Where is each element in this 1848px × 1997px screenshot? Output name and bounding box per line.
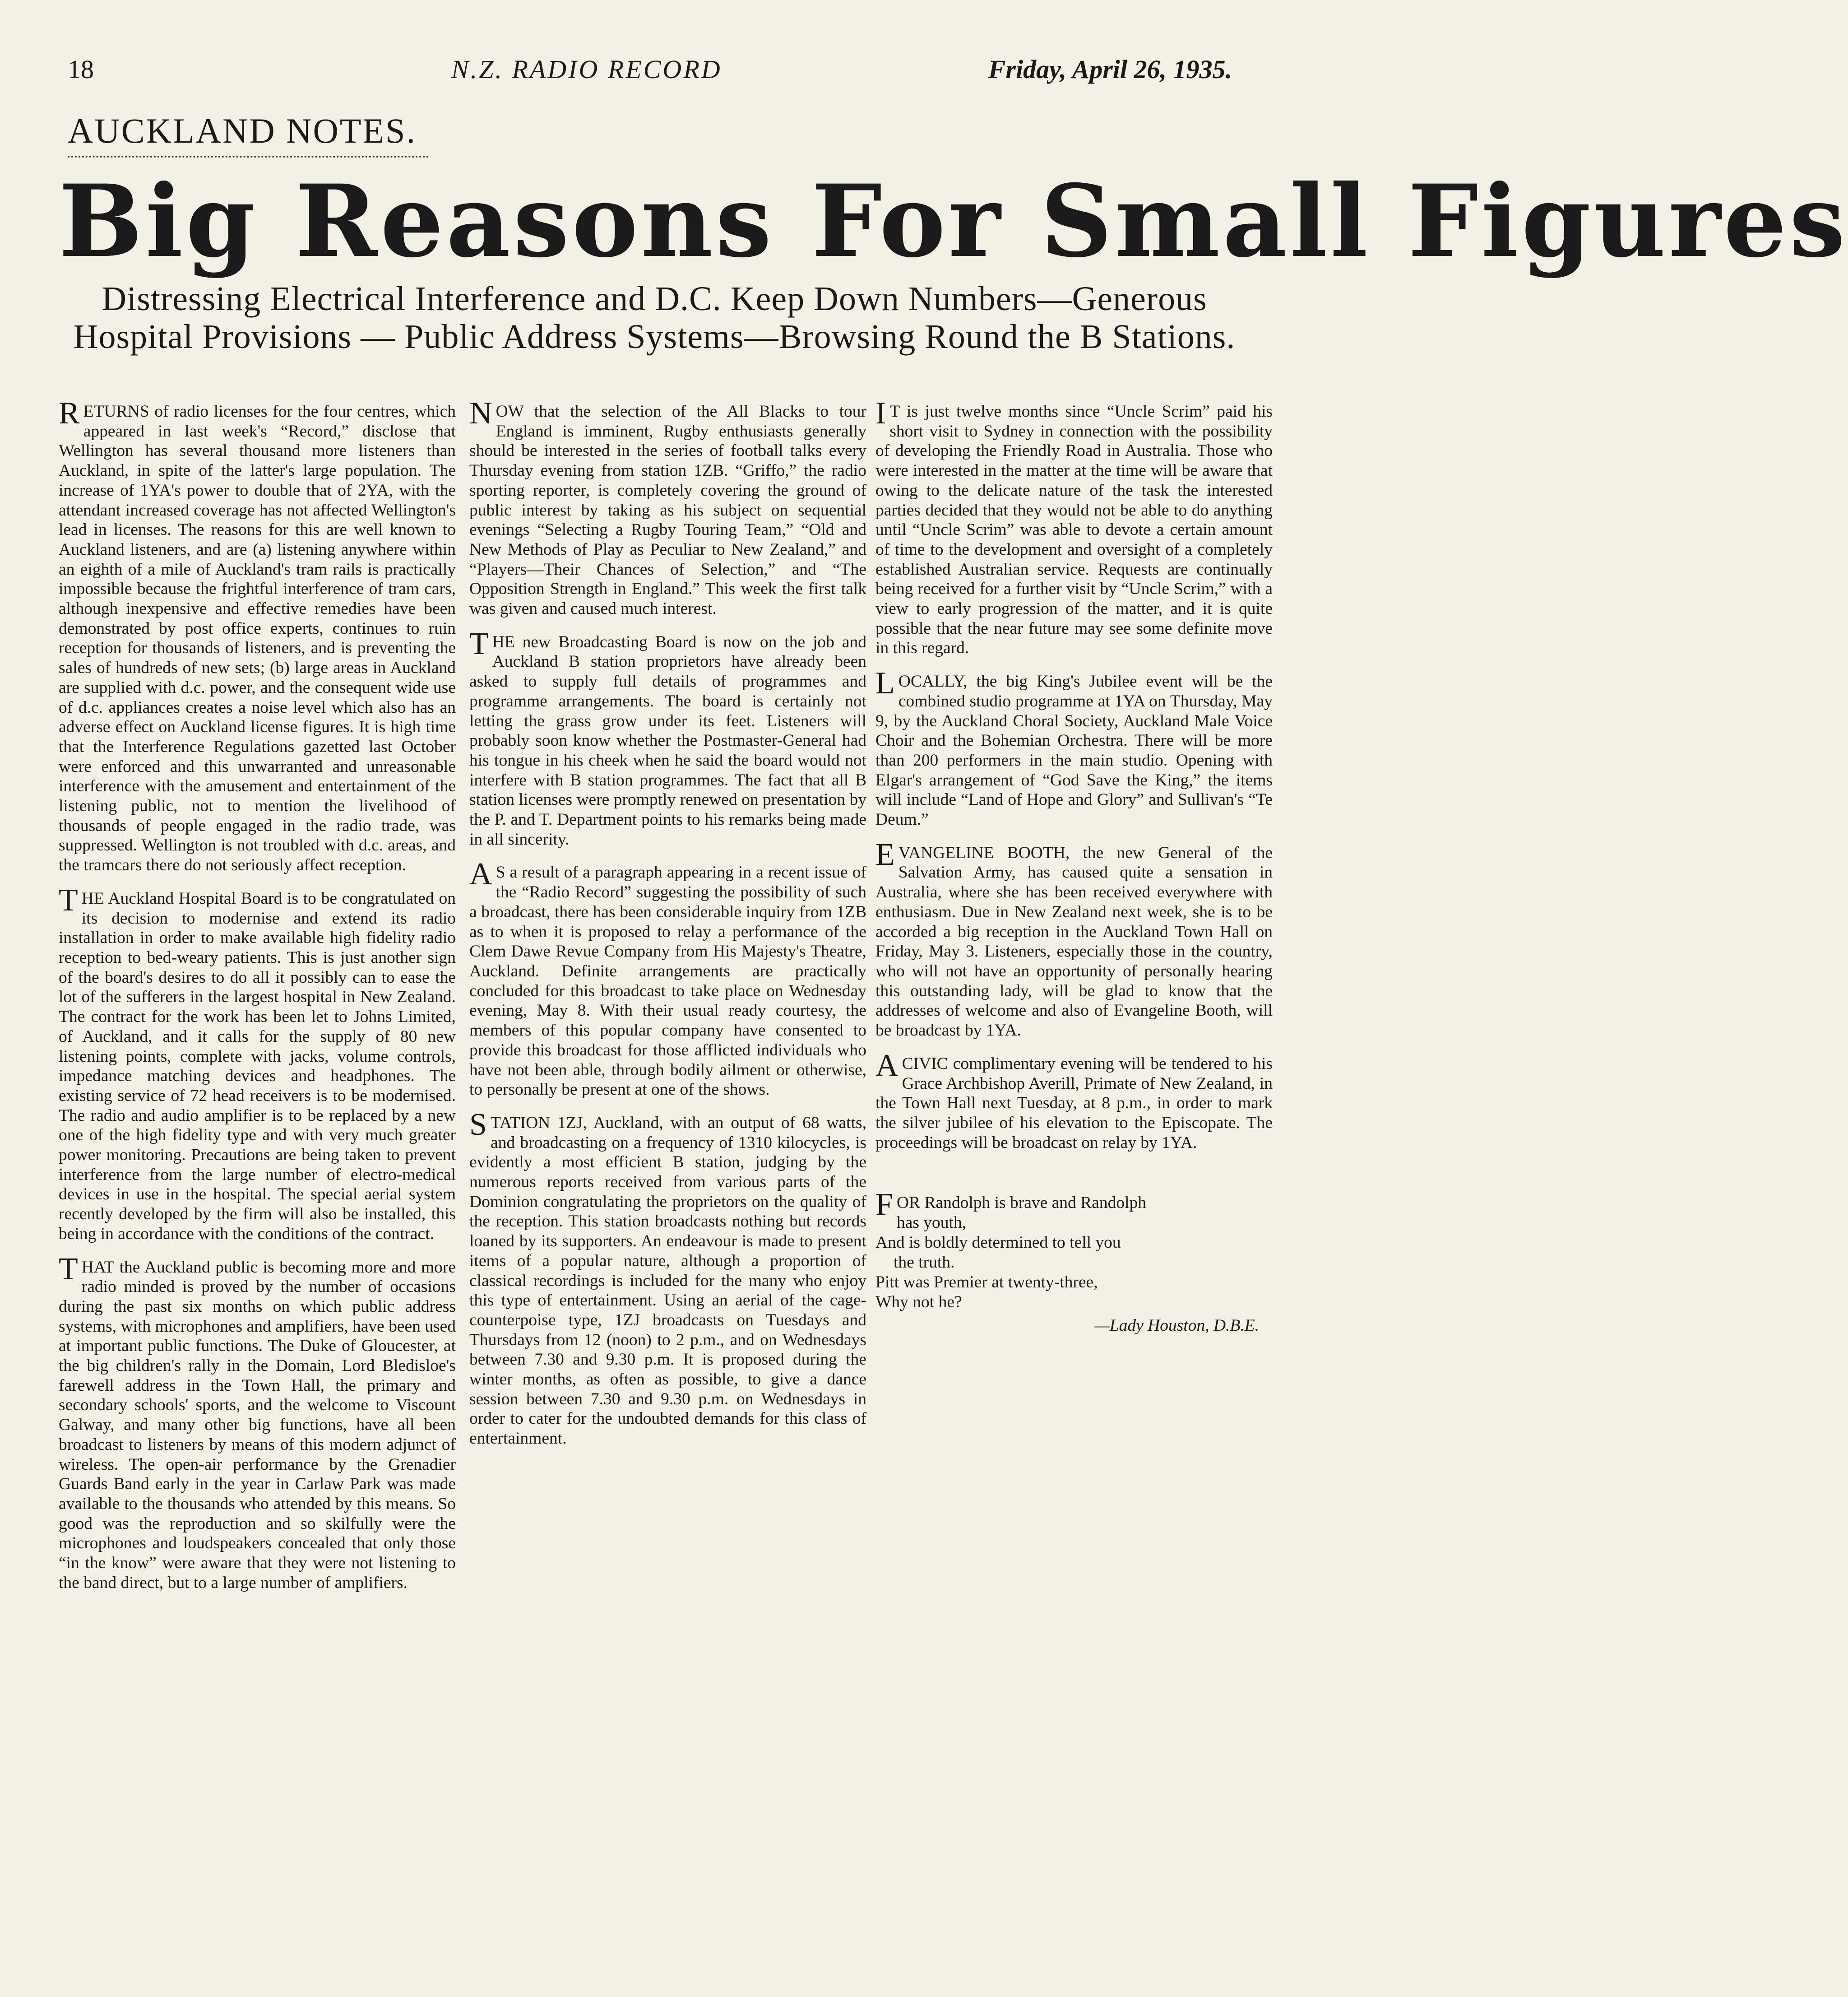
headline: Big Reasons For Small Figures [59,163,1848,279]
paragraph-text: ETURNS of radio licenses for the four centres, which appeared in last week's “Record,” disclose that Wellington has several thousand more listeners than Auckland, in spite of the latter's large population. The increase of 1YA's power to double that of 2YA, with the attendant increased coverage has not affected Wellington's lead in licenses. The reasons for this are well known to Auckland listeners, and are (a) listening anywhere within an eighth of a mile of Auckland's tram rails is practically impossible because the frightful interference of tram cars, although inexpensive and effective remedies have been demonstrated by post office experts, continues to ruin reception for thousands of listeners, and is preventing the sales of hundreds of new sets; (b) large areas in Auckland are supplied with d.c. power, and the consequent wide use of d.c. appliances creates a noise level which also has an adverse effect on Auckland license figures. It is high time that the Interference Regulations gazetted last October were enforced and this unwarranted and unreasonable interference with the amusement and entertainment of the listening public, not to mention the livelihood of thousands of people engaged in the radio trade, was suppressed. Wellington is not troubled with d.c. areas, and the tramcars there do not seriously affect reception. [59,402,456,875]
poem-line: Why not he? [875,1293,962,1312]
poem-line-text: OR Randolph is brave and Randolph [896,1194,1146,1212]
drop-cap: N [469,396,492,431]
article-paragraph [59,396,456,875]
poem-line: the truth. [894,1253,955,1272]
article-paragraph [59,882,456,1244]
drop-cap: A [875,1048,899,1083]
poem-line: And is boldly determined to tell you [875,1233,1121,1252]
section-heading: AUCKLAND NOTES. [68,111,417,150]
page-number: 18 [68,55,94,84]
drop-cap: E [875,837,895,872]
issue-date: Friday, April 26, 1935. [988,55,1232,84]
drop-cap: L [875,666,895,701]
paragraph-text: T is just twelve months since “Uncle Scrim” paid his short visit to Sydney in connection with the possibility of developing the Friendly Road in Australia. Those who were interested in the matter at the time will be aware that owing to the delicate nature of the task the interested parties decided that they would not be able to do anything until “Uncle Scrim” was able to devote a certain amount of time to the development and oversight of a completely established Australian service. Requests are continually being received for a further visit by “Uncle Scrim,” with a view to early progression of the matter, and it is quite possible that the near future may see some definite move in this regard. [875,402,1273,658]
drop-cap: S [469,1107,487,1142]
article-paragraph [875,666,1273,830]
column-2 [469,396,866,1462]
paragraph-text: VANGELINE BOOTH, the new General of the Salvation Army, has caused quite a sensation in Australia, where she has been received everywhere with enthusiasm. Due in New Zealand next week, she is to be accorded a big reception in the Auckland Town Hall on Friday, May 3. Listeners, especially those in the country, who will not have an opportunity of personally hearing this outstanding lady, will be glad to know that the addresses of welcome and also of Evangeline Booth, will be broadcast by 1YA. [875,843,1273,1040]
drop-cap: T [59,1251,78,1286]
poem-line [875,1187,1273,1222]
drop-cap: R [59,396,80,431]
article-paragraph [469,1107,866,1449]
poem-line: Pitt was Premier at twenty-three, [875,1273,1098,1292]
paragraph-text: S a result of a paragraph appearing in a recent issue of the “Radio Record” suggesting the possibility of such a broadcast, there has been considerable inquiry from 1ZB as to when it is proposed to relay a performance of the Clem Dawe Revue Company from His Majesty's Theatre, Auckland. Definite arrangements are practically concluded for this broadcast to take place on Wednesday evening, May 8. With their usual ready courtesy, the members of this popular company have consented to provide this broadcast for those afflicted individuals who have not been able, through bodily ailment or otherwise, to personally be present at one of the shows. [469,863,866,1099]
poem-attribution: —Lady Houston, D.B.E. [1094,1316,1259,1335]
article-paragraph [59,1251,456,1593]
article-paragraph [875,1048,1273,1153]
drop-cap: A [469,857,492,892]
article-paragraph [875,837,1273,1040]
article-paragraph [469,396,866,619]
paragraph-text: TATION 1ZJ, Auckland, with an output of 68 watts, and broadcasting on a frequency of 1310 kilocycles, is evidently a most efficient B station, judging by the numerous reports received from various parts of the Dominion congratulating the proprietors on the quality of the reception. This station broadcasts nothing but records loaned by its supporters. An endeavour is made to present items of a popular nature, although a proportion of classical recordings is included for the many who enjoy this type of entertainment. Using an aerial of the cage-counterpoise type, 1ZJ broadcasts on Tuesdays and Thursdays from 12 (noon) to 2 p.m., and on Wednesdays between 7.30 and 9.30 p.m. It is proposed during the winter months, as often as possible, to give a dance session between 7.30 and 9.30 p.m. on Wednesdays in order to cater for the undoubted demands for this class of entertainment. [469,1113,866,1448]
drop-cap: F [875,1187,893,1222]
paragraph-text: OW that the selection of the All Blacks to tour England is imminent, Rugby enthusiasts generally should be interested in the series of football talks every Thursday evening from station 1ZB. “Griffo,” the radio sporting reporter, is completely covering the ground of public interest by taking as his subject on sequential evenings “Selecting a Rugby Touring Team,” “Old and New Methods of Play as Peculiar to New Zealand,” and “Players—Their Chances of Selection,” and “The Opposition Strength in England.” This week the first talk was given and caused much interest. [469,402,866,618]
article-paragraph [875,396,1273,658]
drop-cap: T [59,882,78,918]
paragraph-text: HE new Broadcasting Board is now on the job and Auckland B station proprietors have already been asked to supply full details of programmes and programme arrangements. The board is certainly not letting the grass grow under its feet. Listeners will probably soon know whether the Postmaster-General had his tongue in his cheek when he said the board would not interfere with B station programmes. The fact that all B station licenses were promptly renewed on presentation by the P. and T. Department points to his remarks being made in all sincerity. [469,632,866,849]
column-3 [875,396,1273,1336]
paragraph-text: OCALLY, the big King's Jubilee event will be the combined studio programme at 1YA on Thursday, May 9, by the Auckland Choral Society, Auckland Male Voice Choir and the Bohemian Orchestra. There will be more than 200 performers in the main studio. Opening with Elgar's arrangement of “God Save the King,” the items will include “Land of Hope and Glory” and Sullivan's “Te Deum.” [875,672,1273,829]
column-1 [59,396,456,1606]
paragraph-text: CIVIC complimentary evening will be tendered to his Grace Archbishop Averill, Primate of New Zealand, in the Town Hall next Tuesday, at 8 p.m., in order to mark the silver jubilee of his elevation to the Episcopate. The proceedings will be broadcast on relay by 1YA. [875,1054,1273,1152]
page-header [68,54,1232,95]
paragraph-text: HAT the Auckland public is becoming more and more radio minded is proved by the number of occasions during the past six months on which public address systems, with microphones and amplifiers, have been used at important public functions. The Duke of Gloucester, at the big children's rally in the Domain, Lord Bledisloe's farewell address in the Town Hall, the primary and secondary schools' sports, and the welcome to Viscount Galway, and many other big functions, have all been broadcast to listeners by means of this modern adjunct of wireless. The open-air performance by the Grenadier Guards Band early in the year in Carlaw Park was made available to the thousands who attended by this means. So good was the reproduction and so skilfully were the microphones and loudspeakers concealed that only those “in the know” were aware that they were not listening to the band direct, but to a large number of amplifiers. [59,1258,456,1592]
article-paragraph [469,626,866,850]
publication-title: N.Z. RADIO RECORD [451,55,722,84]
section-divider [68,156,429,158]
paragraph-text: HE Auckland Hospital Board is to be congratulated on its decision to modernise and extend its radio installation in order to make available high fidelity radio reception to bed-weary patients. This is just another sign of the board's desires to do all it possibly can to ease the lot of the sufferers in the largest hospital in New Zealand. The contract for the work has been let to Johns Limited, of Auckland, and it calls for the supply of 80 new listening points, complete with jacks, volume controls, impedance matching devices and headphones. The existing service of 72 head receivers is to be modernised. The radio and audio amplifier is to be replaced by a new one of the high fidelity type and with very much greater power monitoring. Precautions are being taken to prevent interference from the large number of electro-medical devices in use in the hospital. The special aerial system recently developed by the firm will also be installed, this being in accordance with the conditions of the contract. [59,889,456,1243]
subheadline: Distressing Electrical Interference and D.C. Keep Down Numbers—Generous Hospital Provisions — Public Address Systems—Browsing Round the B Stations. [73,280,1236,356]
article-paragraph [469,857,866,1099]
drop-cap: T [469,626,489,661]
poem-line: has youth, [896,1213,967,1232]
spacer [875,1166,1273,1193]
poem-quote [875,1187,1273,1336]
drop-cap: I [875,396,886,431]
